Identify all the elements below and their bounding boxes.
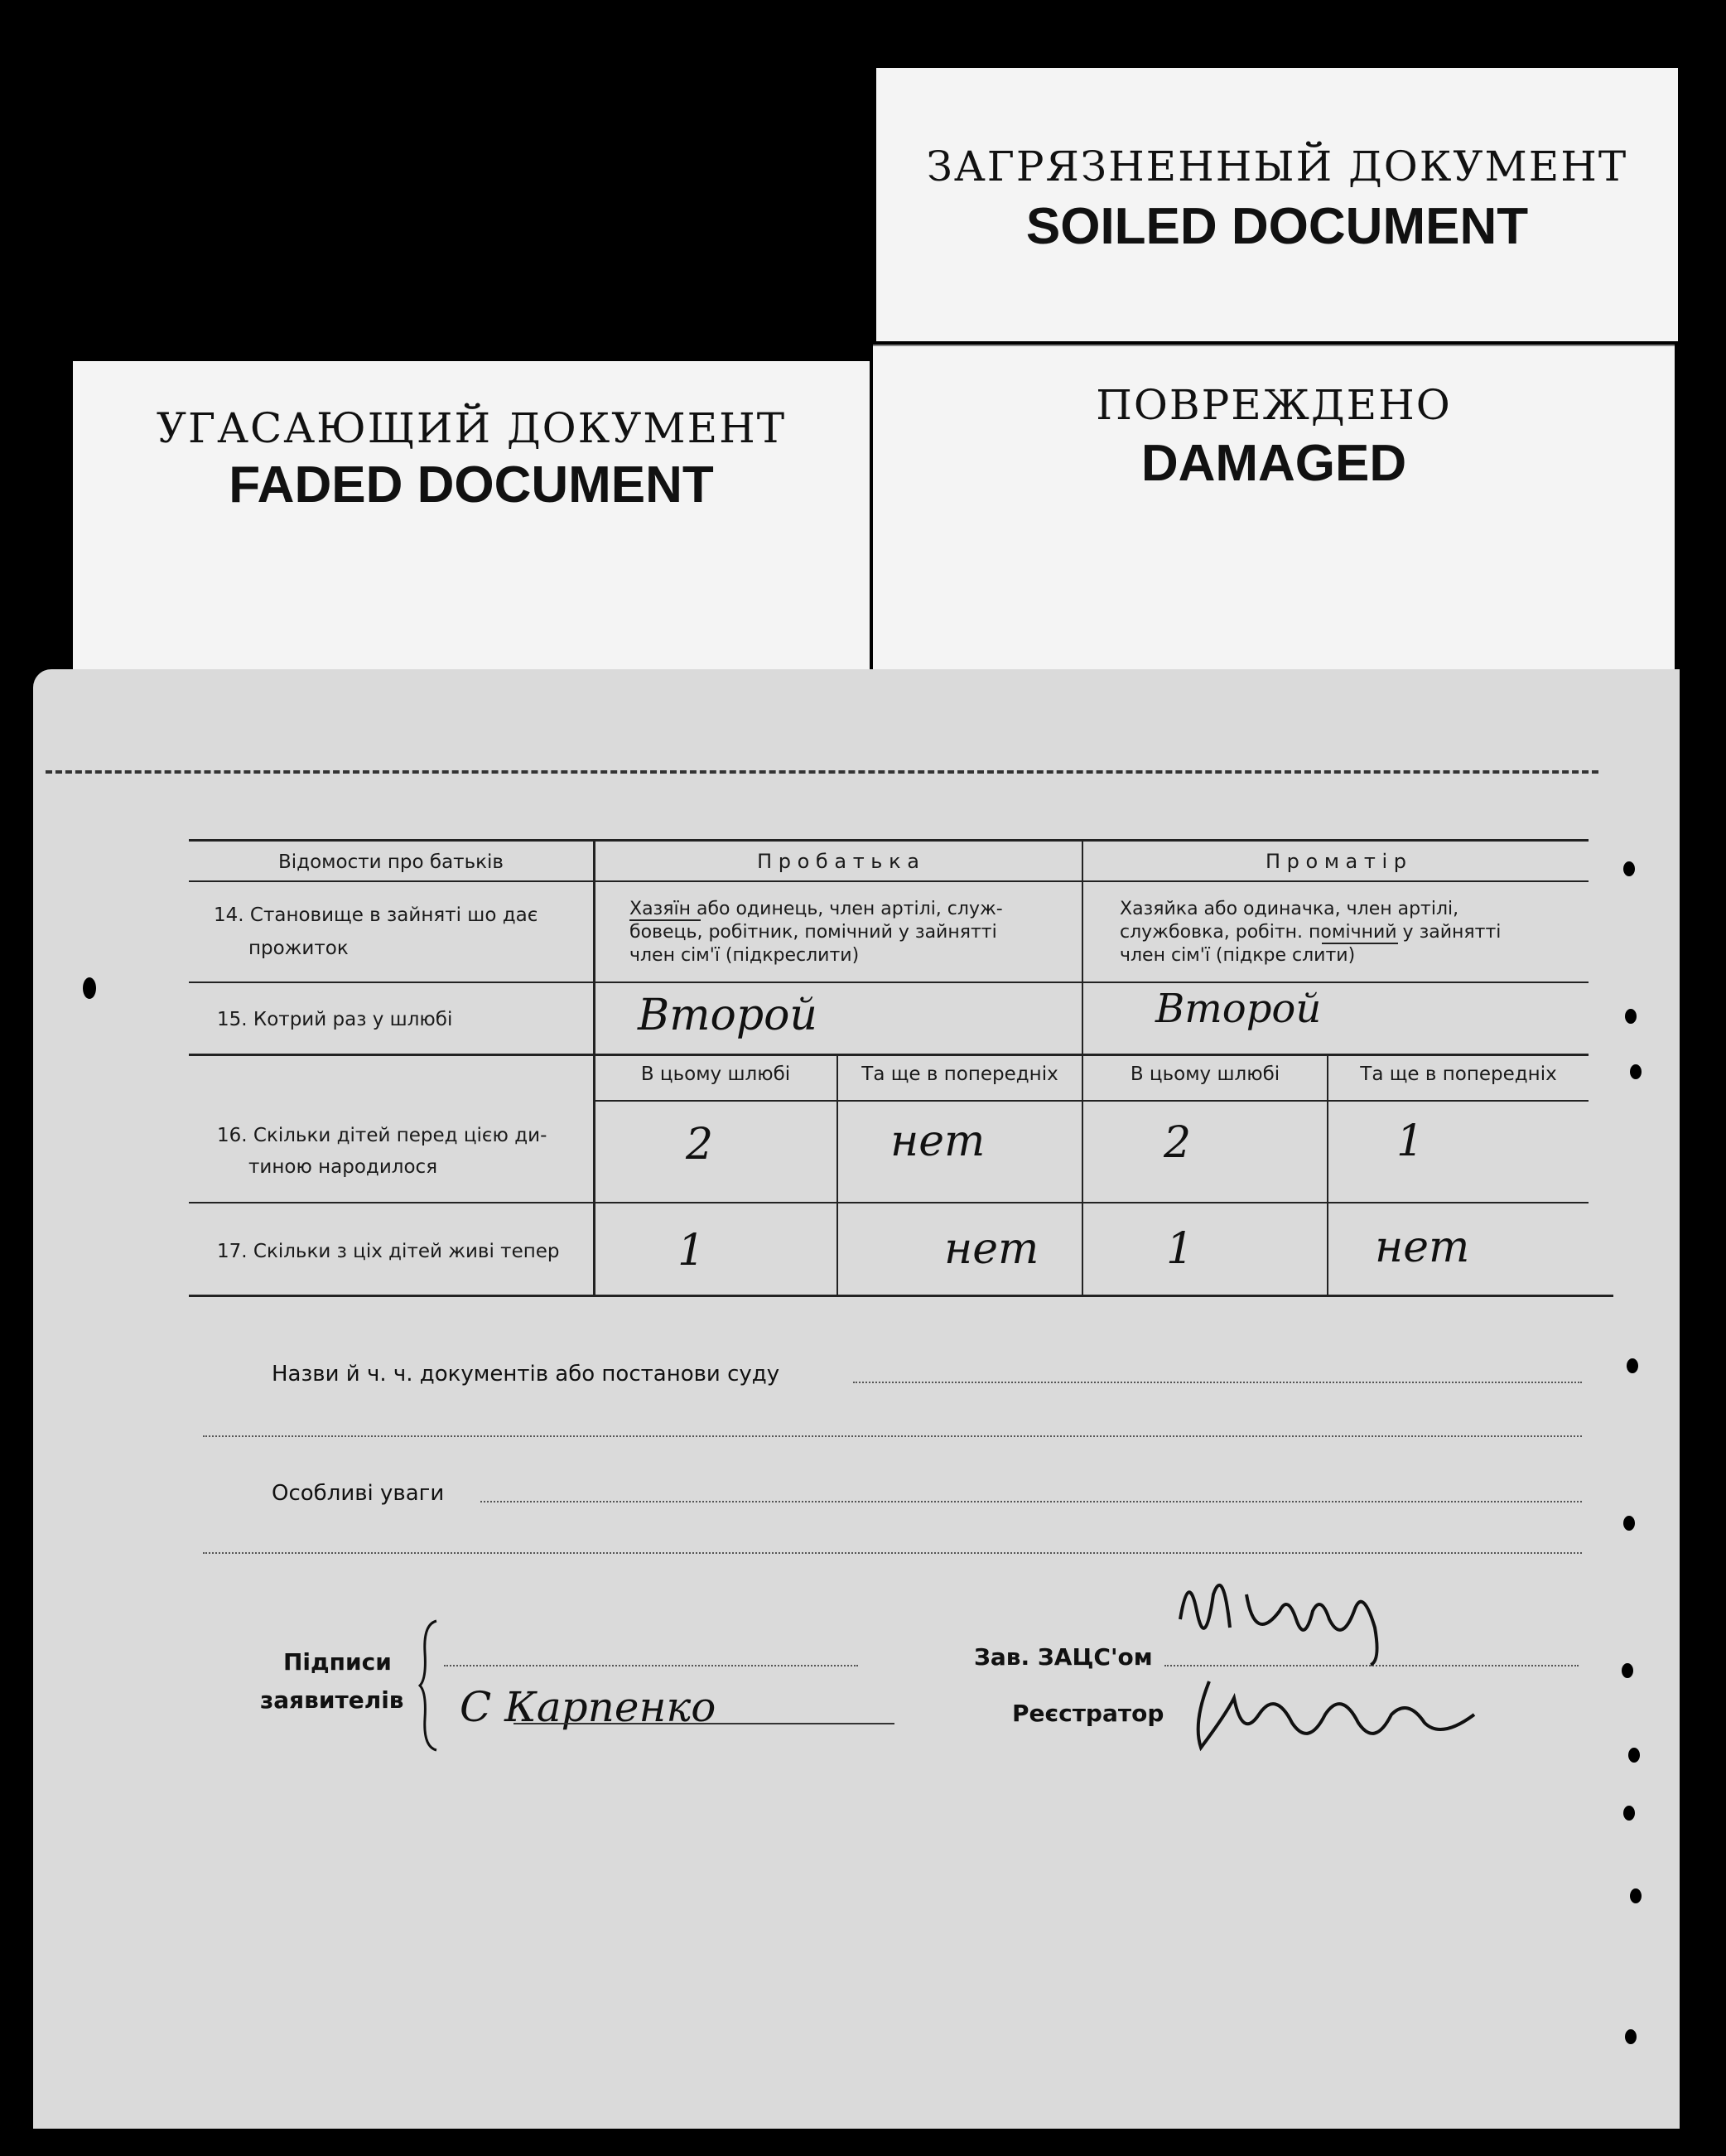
- row14-mother-line-2: службовка, робітн. помічний у зайнятті: [1120, 922, 1502, 943]
- punch-hole: [1625, 1009, 1637, 1024]
- subheader-father-this: В цьому шлюбі: [640, 1064, 791, 1085]
- punch-hole: [1622, 1663, 1633, 1678]
- punch-hole: [1628, 1748, 1640, 1763]
- damaged-en-label: DAMAGED: [1140, 435, 1407, 492]
- applicant-sig-line-1: [444, 1665, 858, 1666]
- subheader-mother-this: В цьому шлюбі: [1130, 1064, 1280, 1085]
- punch-hole: [83, 977, 96, 999]
- subheader-father-prev: Та ще в попередніх: [861, 1064, 1058, 1085]
- head-signature: [1164, 1561, 1412, 1669]
- row15-border: [189, 1054, 1589, 1056]
- row16-label-1: 16. Скільки дітей перед цією ди-: [217, 1125, 547, 1146]
- table-header-border: [189, 880, 1589, 882]
- damaged-ru-label: ПОВРЕЖДЕНО: [1096, 381, 1452, 429]
- row17-mother-prev: нет: [1375, 1223, 1470, 1272]
- row14-father-line-3: член сім'ї (підкреслити): [629, 945, 860, 966]
- remarks-dotted-line-1: [480, 1501, 1582, 1502]
- applicant-sig-underline: [513, 1723, 894, 1724]
- soiled-document-card: [876, 68, 1678, 341]
- row16-father-this: 2: [686, 1120, 714, 1170]
- row14-mother-line-1: Хазяйка або одиначка, член артілі,: [1120, 899, 1459, 919]
- row16-mother-prev: 1: [1396, 1117, 1425, 1166]
- remarks-label: Особливі уваги: [272, 1481, 445, 1506]
- documents-dotted-line-2: [203, 1435, 1582, 1437]
- applicants-label-2: заявителів: [260, 1686, 404, 1714]
- perforation-line: [46, 770, 1598, 774]
- row17-father-this: 1: [677, 1226, 706, 1276]
- underline-mother-helper: [1322, 943, 1398, 944]
- punch-hole: [1623, 1806, 1635, 1821]
- underline-father-master: [629, 919, 701, 921]
- row16-father-prev: нет: [890, 1117, 986, 1166]
- subheader-mother-prev: Та ще в попередніх: [1360, 1064, 1557, 1085]
- punch-hole: [1627, 1358, 1638, 1373]
- faded-document-card: [73, 361, 870, 669]
- row14-border: [189, 982, 1589, 983]
- row14-label-2: прожиток: [248, 938, 349, 959]
- row14-label-1: 14. Становище в зайняті шо дає: [214, 904, 538, 926]
- row15-label: 15. Котрий раз у шлюбі: [217, 1009, 453, 1030]
- header-father: П р о б а т ь к а: [757, 850, 919, 873]
- documents-label: Назви й ч. ч. документів або постанови суду: [272, 1362, 780, 1387]
- header-parents-info: Відомости про батьків: [278, 851, 504, 873]
- punch-hole: [1630, 1064, 1642, 1079]
- header-mother: П р о м а т і р: [1265, 850, 1407, 873]
- col-divider-4: [1327, 1054, 1328, 1295]
- col-divider-3: [836, 1054, 838, 1295]
- soiled-en-label: SOILED DOCUMENT: [1025, 198, 1529, 255]
- table-bottom-border: [189, 1295, 1613, 1297]
- faded-en-label: FADED DOCUMENT: [229, 456, 714, 514]
- punch-hole: [1625, 2029, 1637, 2044]
- soiled-ru-label: ЗАГРЯЗНЕННЫЙ ДОКУМЕНТ: [926, 142, 1628, 191]
- row16-mother-this: 2: [1164, 1118, 1192, 1168]
- document-sheet: [33, 669, 1680, 2129]
- row15-mother-value: Второй: [1155, 986, 1322, 1032]
- applicant-signature: С Карпенко: [460, 1683, 716, 1731]
- damaged-card: [873, 346, 1675, 673]
- table-top-border: [189, 839, 1589, 842]
- row14-father-line-1: Хазяїн або одинець, член артілі, служ-: [629, 899, 1003, 919]
- row16-label-2: тиною народилося: [248, 1156, 438, 1178]
- applicants-label-1: Підписи: [283, 1648, 392, 1676]
- punch-hole: [1623, 1516, 1635, 1531]
- row14-mother-line-3: член сім'ї (підкре слити): [1120, 945, 1356, 966]
- remarks-dotted-line-2: [203, 1552, 1582, 1554]
- punch-hole: [1623, 861, 1635, 876]
- subheader-border: [595, 1100, 1589, 1102]
- row17-mother-this: 1: [1166, 1224, 1194, 1274]
- applicants-brace: [418, 1619, 443, 1752]
- row15-father-value: Второй: [638, 991, 817, 1040]
- row17-label: 17. Скільки з ціх дітей живі тепер: [217, 1241, 560, 1262]
- faded-ru-label: УГАСАЮЩИЙ ДОКУМЕНТ: [156, 404, 787, 452]
- row16-border: [189, 1202, 1589, 1203]
- row17-father-prev: нет: [944, 1224, 1039, 1274]
- punch-hole: [1630, 1888, 1642, 1903]
- documents-dotted-line-1: [853, 1382, 1582, 1383]
- head-zags-label: Зав. ЗАЦС'ом: [974, 1643, 1153, 1671]
- registrar-signature: [1176, 1665, 1491, 1764]
- row14-father-line-2: бовець, робітник, помічний у зайнятті: [629, 922, 997, 943]
- registrar-label: Реєстратор: [1012, 1700, 1164, 1727]
